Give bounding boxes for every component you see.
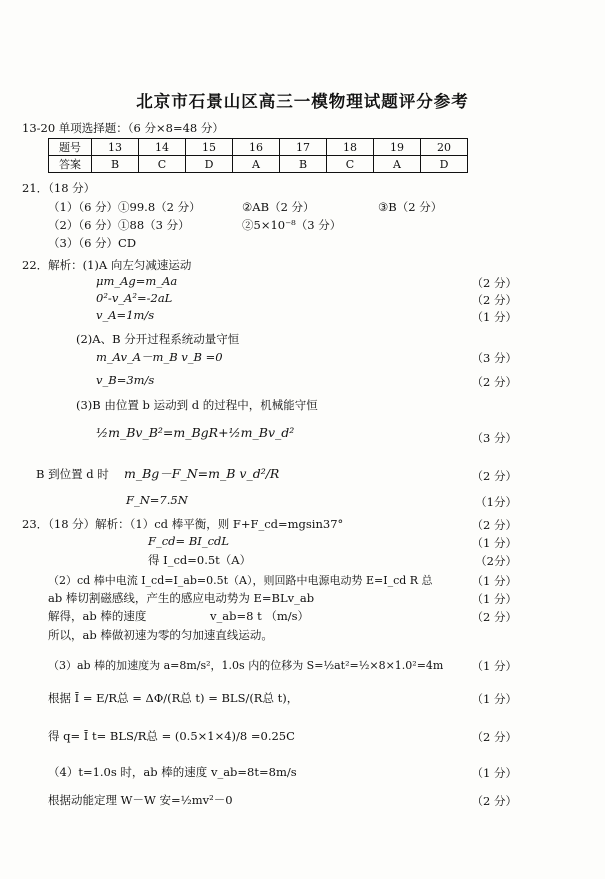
table-cell: 15 bbox=[186, 139, 233, 156]
q23-line8: （4）t=1.0s 时，ab 棒的速度 v_ab=8t=8m/s bbox=[48, 765, 297, 779]
mc-heading: 13-20 单项选择题：（6 分×8=48 分） bbox=[22, 121, 224, 135]
table-cell: 18 bbox=[327, 139, 374, 156]
q23-line3-eq: v_ab=8 t （m/s） bbox=[210, 609, 310, 623]
q22-eq4: m_Av_A－m_B v_B =0 bbox=[96, 350, 223, 364]
points: （1 分） bbox=[471, 536, 517, 550]
q23-line3: 解得，ab 棒的速度 bbox=[48, 609, 147, 623]
table-cell: D bbox=[186, 156, 233, 173]
table-cell: 17 bbox=[280, 139, 327, 156]
q23-line5: （3）ab 棒的加速度为 a=8m/s²，1.0s 内的位移为 S=½at²=½×8×1.0²=4m bbox=[48, 659, 444, 672]
table-cell: C bbox=[327, 156, 374, 173]
points: （1 分） bbox=[471, 310, 517, 324]
q22-step2: (2)A、B 分开过程系统动量守恒 bbox=[76, 332, 240, 346]
points: （2 分） bbox=[471, 469, 517, 483]
q22-eq5: v_B=3m/s bbox=[96, 373, 155, 387]
q22-eq6: ½m_Bv_B²=m_BgR+½m_Bv_d² bbox=[96, 425, 295, 440]
table-cell: 14 bbox=[139, 139, 186, 156]
table-cell: C bbox=[139, 156, 186, 173]
points: （2 分） bbox=[471, 293, 517, 307]
table-cell: 16 bbox=[233, 139, 280, 156]
table-cell: B bbox=[280, 156, 327, 173]
points: （2 分） bbox=[471, 518, 517, 532]
q22-eq1: μm_Ag=m_Aa bbox=[96, 274, 178, 288]
table-cell: D bbox=[421, 156, 468, 173]
points: （1 分） bbox=[471, 574, 517, 588]
points: （1 分） bbox=[471, 592, 517, 606]
q23-eq1: F_cd= BI_cdL bbox=[148, 534, 230, 548]
points: （2分） bbox=[475, 554, 517, 568]
q21-part2-a: （2）（6 分）①88（3 分） bbox=[48, 218, 190, 232]
table-cell: B bbox=[92, 156, 139, 173]
q23-line4: 所以，ab 棒做初速为零的匀加速直线运动。 bbox=[48, 628, 273, 642]
q23-line9: 根据动能定理 W－W 安=½mv²－0 bbox=[48, 793, 233, 807]
table-header: 题号 bbox=[49, 139, 92, 156]
q23-eq2: 得 I_cd=0.5t（A） bbox=[148, 553, 252, 567]
q21-part1-c: ③B（2 分） bbox=[378, 200, 443, 214]
q21-part2-b: ②5×10⁻⁸（3 分） bbox=[242, 218, 342, 232]
q22-step4: B 到位置 d 时 bbox=[36, 467, 109, 481]
q22-eq3: v_A=1m/s bbox=[96, 308, 155, 322]
table-cell: 20 bbox=[421, 139, 468, 156]
page-title: 北京市石景山区高三一模物理试题评分参考 bbox=[136, 92, 469, 111]
points: （2 分） bbox=[471, 730, 517, 744]
q21-part1-a: （1）（6 分）①99.8（2 分） bbox=[48, 200, 201, 214]
points: （1 分） bbox=[471, 659, 517, 673]
q21-part1-b: ②AB（2 分） bbox=[242, 200, 315, 214]
q21-heading: 21．（18 分） bbox=[22, 181, 96, 195]
table-cell: A bbox=[374, 156, 421, 173]
points: （2 分） bbox=[471, 610, 517, 624]
points: （1 分） bbox=[471, 766, 517, 780]
q22-eq2: 0²-v_A²=-2aL bbox=[96, 291, 173, 305]
points: （1分） bbox=[475, 495, 517, 509]
table-cell: 13 bbox=[92, 139, 139, 156]
table-row bbox=[49, 156, 468, 173]
points: （3 分） bbox=[471, 351, 517, 365]
q23-heading: 23．（18 分）解析：（1）cd 棒平衡，则 F+F_cd=mgsin37° bbox=[22, 517, 344, 531]
q22-eq7: m_Bg－F_N=m_B v_d²/R bbox=[124, 466, 280, 481]
points: （3 分） bbox=[471, 431, 517, 445]
table-row bbox=[49, 139, 468, 156]
points: （1 分） bbox=[471, 692, 517, 706]
q23-line6: 根据 Ī = E/R总 = ΔΦ/(R总 t) = BLS/(R总 t)， bbox=[48, 691, 299, 705]
q23-line1: （2）cd 棒中电流 I_cd=I_ab=0.5t（A），则回路中电源电动势 E=I_cd R 总 bbox=[48, 574, 433, 587]
points: （2 分） bbox=[471, 794, 517, 808]
table-cell: A bbox=[233, 156, 280, 173]
points: （2 分） bbox=[471, 375, 517, 389]
table-header: 答案 bbox=[49, 156, 92, 173]
q22-step3: (3)B 由位置 b 运动到 d 的过程中，机械能守恒 bbox=[76, 398, 318, 412]
q23-line2: ab 棒切割磁感线，产生的感应电动势为 E=BLv_ab bbox=[48, 591, 315, 605]
table-cell: 19 bbox=[374, 139, 421, 156]
q23-line7: 得 q= Ī t= BLS/R总 = (0.5×1×4)/8 =0.25C bbox=[48, 729, 295, 743]
q22-heading: 22．解析：(1)A 向左匀减速运动 bbox=[22, 258, 192, 272]
q21-part3: （3）（6 分）CD bbox=[48, 236, 137, 250]
q22-eq8: F_N=7.5N bbox=[126, 493, 188, 507]
points: （2 分） bbox=[471, 276, 517, 290]
answer-table bbox=[48, 138, 468, 173]
